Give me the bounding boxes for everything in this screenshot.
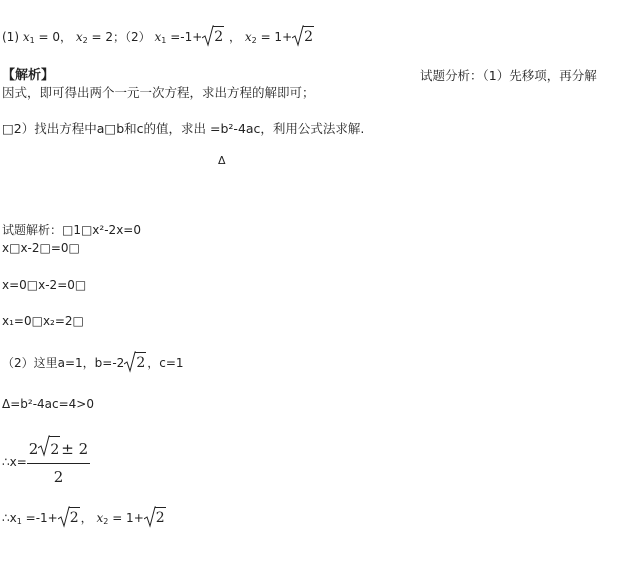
sqrt-symbol-6: 2: [144, 507, 166, 526]
sqrt-symbol-2: 2: [292, 26, 314, 45]
solution-line6: Δ=b²-4ac=4>0: [2, 397, 94, 411]
final-answer-line: $\therefore x_1 =-1+$ 2 ， $x_2 = 1+$ 2: [2, 507, 167, 530]
sub-2b: 2: [251, 36, 257, 45]
x1b-value: =-1+: [166, 30, 203, 44]
sub-1b: 1: [161, 36, 167, 45]
analysis-intro: 试题分析：（1）先移项，再分解: [420, 68, 597, 83]
final-x2: x: [96, 511, 104, 525]
var-x1: x: [22, 30, 30, 44]
sqrt-symbol-5: 2: [58, 507, 80, 526]
sub-1: 1: [29, 36, 35, 45]
fraction-denominator: 2: [53, 468, 64, 486]
sqrt-symbol: 2: [202, 26, 224, 45]
analysis-heading: 【解析】: [2, 68, 55, 83]
separator: ，: [229, 30, 242, 44]
answer-part1-label: (1): [2, 30, 23, 44]
final-x1: ∴x: [2, 511, 17, 525]
solution-line4: x₁=0□x₂=2□: [2, 314, 84, 328]
solution-line2: x□x-2□=0□: [2, 241, 80, 255]
sub-2: 2: [82, 36, 88, 45]
sqrt-symbol-4: 2: [38, 436, 60, 461]
solution-line3: x=0□x-2=0□: [2, 278, 87, 292]
var-x2: x: [75, 30, 83, 44]
delta-symbol: Δ: [218, 154, 226, 167]
var-x2b: x: [244, 30, 252, 44]
analysis-line3: □2）找出方程中a□b和c的值，求出 =b²-4ac，利用公式法求解.: [2, 121, 365, 136]
solution-line1: 试题解析：□1□x²-2x=0: [2, 223, 141, 237]
x2-value: = 2；（2）: [87, 30, 151, 44]
coefficient-c: ，c=1: [147, 356, 184, 370]
answer-line: [2, 26, 315, 49]
formula-line: [2, 436, 90, 488]
quadratic-fraction: [27, 436, 90, 488]
coefficients-text: （2）这里a=1，b=-2: [2, 356, 125, 370]
x1-value: = 0，: [34, 30, 73, 44]
analysis-line2: 因式，即可得出两个一元一次方程，求出方程的解即可；: [2, 85, 315, 100]
var-x1b: x: [154, 30, 162, 44]
therefore-x: ∴x=: [2, 455, 27, 469]
fraction-numerator: 2 2 ± 2: [27, 436, 90, 464]
sqrt-symbol-3: 2: [124, 352, 146, 371]
x2b-value: = 1+: [256, 30, 293, 44]
solution-line5: [2, 352, 184, 371]
